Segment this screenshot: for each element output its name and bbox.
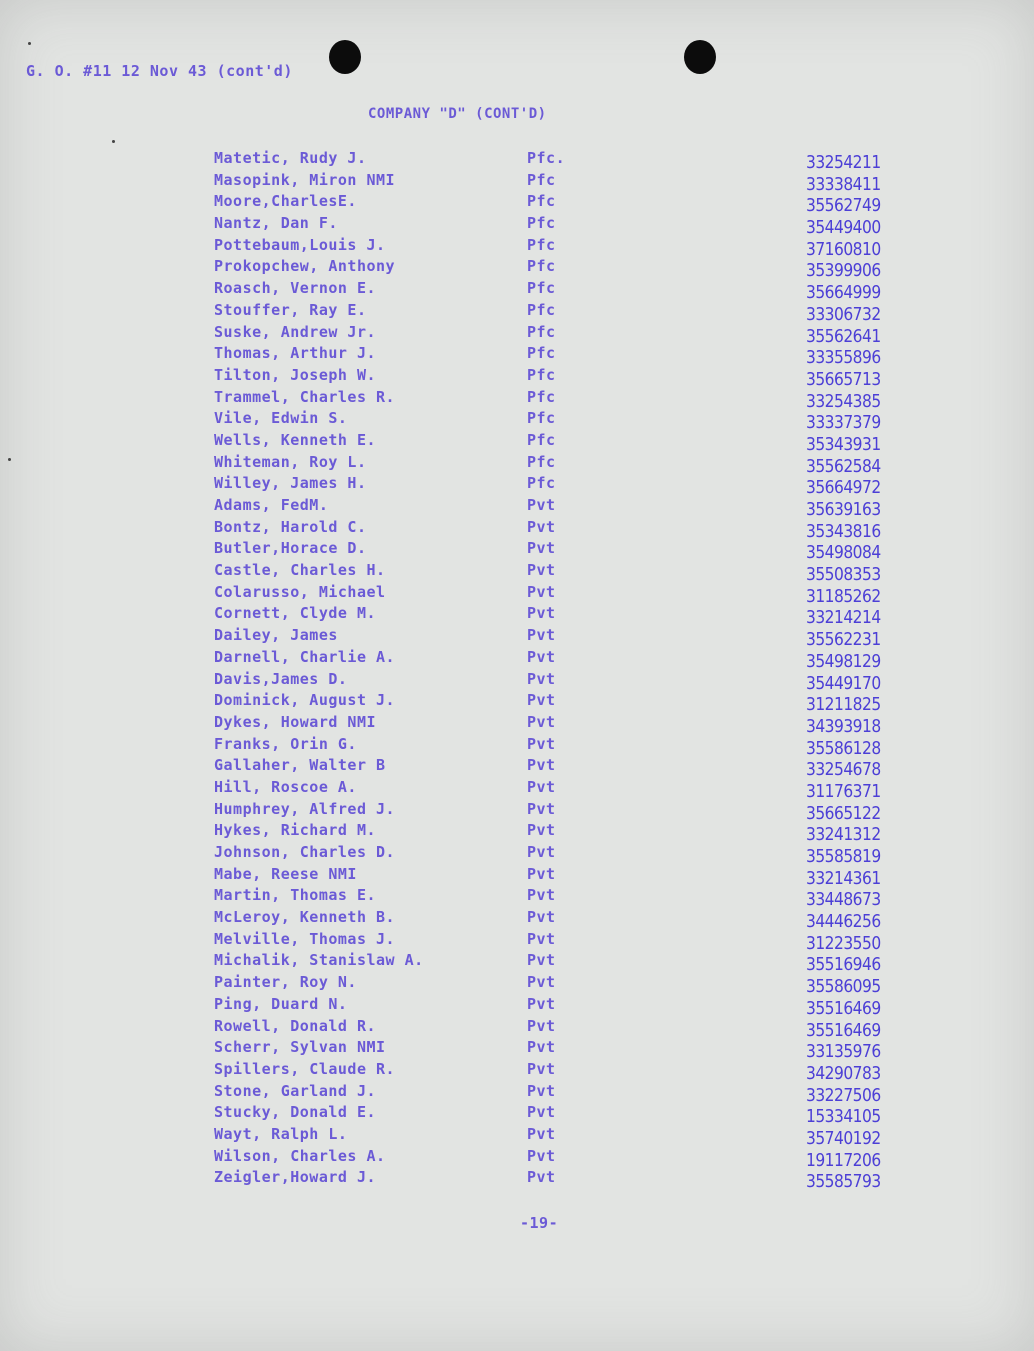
roster-row — [0, 1060, 1034, 1082]
soldier-name: Mabe, Reese NMI — [214, 864, 357, 883]
soldier-name: Darnell, Charlie A. — [214, 647, 396, 666]
roster-row — [0, 843, 1034, 865]
roster-row — [0, 735, 1034, 757]
serial-number: 35586128 — [806, 737, 881, 759]
soldier-grade: Pvt — [527, 582, 556, 601]
soldier-grade: Pvt — [527, 843, 556, 861]
soldier-name: Dailey, James — [214, 626, 338, 645]
serial-number: 35343931 — [806, 433, 881, 455]
roster-row — [0, 865, 1034, 887]
serial-number: 33241312 — [806, 824, 881, 846]
serial-number: 33135976 — [806, 1041, 881, 1063]
roster-row — [0, 431, 1034, 453]
company-title: COMPANY "D" (CONT'D) — [368, 106, 547, 122]
serial-number: 31211825 — [806, 694, 881, 716]
roster-row — [0, 1103, 1034, 1128]
roster-row — [0, 973, 1034, 998]
soldier-name: Martin, Thomas E. — [214, 886, 377, 905]
roster-row — [0, 1147, 1034, 1169]
soldier-name: Stouffer, Ray E. — [214, 300, 367, 319]
soldier-grade: Pvt — [527, 734, 556, 753]
serial-number: 35562584 — [806, 455, 881, 477]
soldier-name: Michalik, Stanislaw A. — [214, 951, 424, 970]
roster-row — [0, 474, 1034, 499]
soldier-grade: Pfc — [527, 474, 556, 493]
soldier-grade: Pvt — [527, 799, 556, 818]
serial-number: 15334105 — [806, 1106, 881, 1128]
soldier-name: Stucky, Donald E. — [214, 1103, 377, 1122]
soldier-name: Hykes, Richard M. — [214, 821, 377, 840]
roster-row — [0, 344, 1034, 369]
serial-number: 33448673 — [806, 889, 881, 911]
roster-row — [0, 626, 1034, 651]
soldier-grade: Pvt — [527, 821, 556, 840]
roster-row — [0, 930, 1034, 952]
soldier-grade: Pvt — [527, 1124, 556, 1143]
soldier-grade: Pvt — [527, 929, 556, 948]
serial-number: 31185262 — [806, 585, 881, 607]
soldier-name: Spillers, Claude R. — [214, 1059, 396, 1078]
soldier-name: Wayt, Ralph L. — [214, 1124, 348, 1143]
serial-number: 34446256 — [806, 911, 881, 933]
serial-number: 35562641 — [806, 325, 881, 347]
soldier-name: Painter, Roy N. — [214, 973, 357, 992]
soldier-name: Rowell, Donald R. — [214, 1016, 377, 1035]
soldier-name: Suske, Andrew Jr. — [214, 322, 377, 341]
soldier-name: Adams, FedM. — [214, 496, 329, 514]
soldier-grade: Pvt — [527, 496, 556, 514]
soldier-grade: Pvt — [527, 886, 556, 905]
paper-speck — [28, 42, 31, 45]
soldier-grade: Pvt — [527, 756, 556, 775]
roster-row — [0, 1168, 1034, 1193]
soldier-name: Tilton, Joseph W. — [214, 365, 377, 384]
soldier-name: Franks, Orin G. — [214, 734, 357, 753]
roster-row — [0, 1038, 1034, 1063]
serial-number: 33254211 — [806, 152, 881, 173]
roster-row — [0, 539, 1034, 564]
serial-number: 35449170 — [806, 672, 881, 694]
soldier-name: Matetic, Rudy J. — [214, 149, 367, 167]
roster-row — [0, 951, 1034, 976]
serial-number: 33254385 — [806, 390, 881, 412]
serial-number: 35665122 — [806, 802, 881, 824]
soldier-name: Johnson, Charles D. — [214, 843, 396, 861]
soldier-grade: Pvt — [527, 1146, 556, 1165]
roster-row — [0, 561, 1034, 586]
soldier-grade: Pvt — [527, 1081, 556, 1100]
soldier-name: Zeigler,Howard J. — [214, 1168, 377, 1187]
soldier-grade: Pvt — [527, 951, 556, 970]
soldier-grade: Pvt — [527, 691, 556, 710]
roster-row — [0, 778, 1034, 800]
general-order-header: G. O. #11 12 Nov 43 (cont'd) — [26, 62, 293, 80]
roster-row — [0, 453, 1034, 475]
serial-number: 35498129 — [806, 650, 881, 672]
serial-number: 33214214 — [806, 607, 881, 629]
punch-hole-right — [684, 40, 716, 74]
soldier-grade: Pvt — [527, 1038, 556, 1057]
soldier-name: Trammel, Charles R. — [214, 387, 396, 406]
soldier-name: Melville, Thomas J. — [214, 929, 396, 948]
soldier-grade: Pvt — [527, 777, 556, 796]
roster-row — [0, 279, 1034, 304]
soldier-grade: Pvt — [527, 973, 556, 992]
soldier-grade: Pfc. — [527, 149, 566, 167]
soldier-grade: Pfc — [527, 192, 556, 211]
roster-row — [0, 409, 1034, 434]
paper-speck — [112, 140, 115, 143]
roster-row — [0, 583, 1034, 605]
serial-number: 35516469 — [806, 1019, 881, 1041]
soldier-grade: Pvt — [527, 994, 556, 1013]
soldier-name: Roasch, Vernon E. — [214, 279, 377, 298]
serial-number: 35498084 — [806, 542, 881, 564]
roster-row — [0, 670, 1034, 692]
soldier-grade: Pfc — [527, 409, 556, 428]
soldier-grade: Pfc — [527, 344, 556, 363]
soldier-grade: Pvt — [527, 517, 556, 536]
roster-row — [0, 388, 1034, 410]
roster-row — [0, 496, 1034, 518]
soldier-grade: Pfc — [527, 170, 556, 189]
soldier-grade: Pfc — [527, 300, 556, 319]
roster-row — [0, 756, 1034, 781]
roster-row — [0, 149, 1034, 171]
soldier-name: Dykes, Howard NMI — [214, 712, 377, 731]
soldier-grade: Pvt — [527, 1059, 556, 1078]
soldier-name: McLeroy, Kenneth B. — [214, 908, 396, 927]
soldier-name: Whiteman, Roy L. — [214, 452, 367, 471]
serial-number: 35664972 — [806, 477, 881, 499]
roster-row — [0, 713, 1034, 735]
roster-row — [0, 518, 1034, 540]
serial-number: 31176371 — [806, 780, 881, 802]
soldier-name: Castle, Charles H. — [214, 561, 386, 580]
soldier-name: Moore,CharlesE. — [214, 192, 357, 211]
serial-number: 35585819 — [806, 846, 881, 867]
roster-row — [0, 214, 1034, 239]
roster-row — [0, 995, 1034, 1017]
soldier-grade: Pvt — [527, 647, 556, 666]
serial-number: 35516946 — [806, 954, 881, 976]
soldier-grade: Pfc — [527, 235, 556, 254]
roster-row — [0, 1017, 1034, 1039]
roster-row — [0, 800, 1034, 822]
serial-number: 35665713 — [806, 368, 881, 390]
soldier-name: Vile, Edwin S. — [214, 409, 348, 428]
soldier-name: Masopink, Miron NMI — [214, 170, 396, 189]
serial-number: 35343816 — [806, 520, 881, 542]
soldier-name: Prokopchew, Anthony — [214, 257, 396, 276]
serial-number: 37160810 — [806, 238, 881, 260]
soldier-grade: Pvt — [527, 1103, 556, 1122]
roster-row — [0, 257, 1034, 282]
roster-row — [0, 323, 1034, 345]
soldier-grade: Pvt — [527, 1016, 556, 1035]
page-number: -19- — [520, 1214, 559, 1232]
soldier-grade: Pvt — [527, 626, 556, 645]
soldier-name: Cornett, Clyde M. — [214, 604, 377, 623]
serial-number: 35639163 — [806, 499, 881, 520]
soldier-name: Willey, James H. — [214, 474, 367, 493]
soldier-grade: Pvt — [527, 712, 556, 731]
soldier-grade: Pvt — [527, 908, 556, 927]
soldier-name: Colarusso, Michael — [214, 582, 386, 601]
soldier-grade: Pvt — [527, 1168, 556, 1187]
soldier-name: Butler,Horace D. — [214, 539, 367, 558]
roster-row — [0, 821, 1034, 846]
soldier-name: Thomas, Arthur J. — [214, 344, 377, 363]
serial-number: 35586095 — [806, 976, 881, 998]
serial-number: 33214361 — [806, 867, 881, 889]
soldier-grade: Pfc — [527, 279, 556, 298]
soldier-name: Davis,James D. — [214, 669, 348, 688]
soldier-name: Nantz, Dan F. — [214, 214, 338, 233]
roster-row — [0, 908, 1034, 933]
soldier-grade: Pvt — [527, 604, 556, 623]
soldier-grade: Pfc — [527, 387, 556, 406]
serial-number: 35449400 — [806, 217, 881, 239]
roster-row — [0, 192, 1034, 217]
serial-number: 33338411 — [806, 173, 881, 195]
roster-list — [0, 149, 1034, 1193]
soldier-name: Dominick, August J. — [214, 691, 396, 710]
serial-number: 33355896 — [806, 347, 881, 369]
soldier-name: Stone, Garland J. — [214, 1081, 377, 1100]
roster-row — [0, 1082, 1034, 1104]
roster-row — [0, 886, 1034, 911]
roster-row — [0, 604, 1034, 629]
serial-number: 19117206 — [806, 1149, 881, 1171]
serial-number: 35585793 — [806, 1171, 881, 1193]
soldier-name: Pottebaum,Louis J. — [214, 235, 386, 254]
serial-number: 31223550 — [806, 932, 881, 954]
soldier-grade: Pvt — [527, 669, 556, 688]
soldier-name: Ping, Duard N. — [214, 994, 348, 1013]
soldier-name: Bontz, Harold C. — [214, 517, 367, 536]
soldier-grade: Pfc — [527, 452, 556, 471]
serial-number: 33306732 — [806, 303, 881, 325]
soldier-name: Humphrey, Alfred J. — [214, 799, 396, 818]
serial-number: 35740192 — [806, 1127, 881, 1149]
roster-row — [0, 648, 1034, 670]
roster-row — [0, 1125, 1034, 1147]
soldier-grade: Pfc — [527, 365, 556, 384]
serial-number: 33337379 — [806, 412, 881, 434]
serial-number: 35516469 — [806, 997, 881, 1019]
soldier-name: Gallaher, Walter B — [214, 756, 386, 775]
roster-row — [0, 171, 1034, 193]
serial-number: 34393918 — [806, 715, 881, 737]
soldier-grade: Pfc — [527, 322, 556, 341]
soldier-name: Wells, Kenneth E. — [214, 430, 377, 449]
soldier-grade: Pvt — [527, 864, 556, 883]
soldier-grade: Pvt — [527, 539, 556, 558]
serial-number: 35664999 — [806, 282, 881, 304]
serial-number: 35508353 — [806, 564, 881, 586]
soldier-name: Wilson, Charles A. — [214, 1146, 386, 1165]
roster-row — [0, 301, 1034, 323]
serial-number: 33254678 — [806, 759, 881, 781]
soldier-grade: Pfc — [527, 214, 556, 233]
serial-number: 34290783 — [806, 1062, 881, 1084]
soldier-grade: Pfc — [527, 430, 556, 449]
roster-row — [0, 366, 1034, 388]
serial-number: 33227506 — [806, 1084, 881, 1106]
soldier-name: Scherr, Sylvan NMI — [214, 1038, 386, 1057]
soldier-name: Hill, Roscoe A. — [214, 777, 357, 796]
serial-number: 35562231 — [806, 629, 881, 651]
serial-number: 35562749 — [806, 195, 881, 217]
roster-row — [0, 691, 1034, 716]
roster-row — [0, 236, 1034, 258]
serial-number: 35399906 — [806, 260, 881, 282]
soldier-grade: Pvt — [527, 561, 556, 580]
punch-hole-left — [329, 40, 361, 74]
soldier-grade: Pfc — [527, 257, 556, 276]
